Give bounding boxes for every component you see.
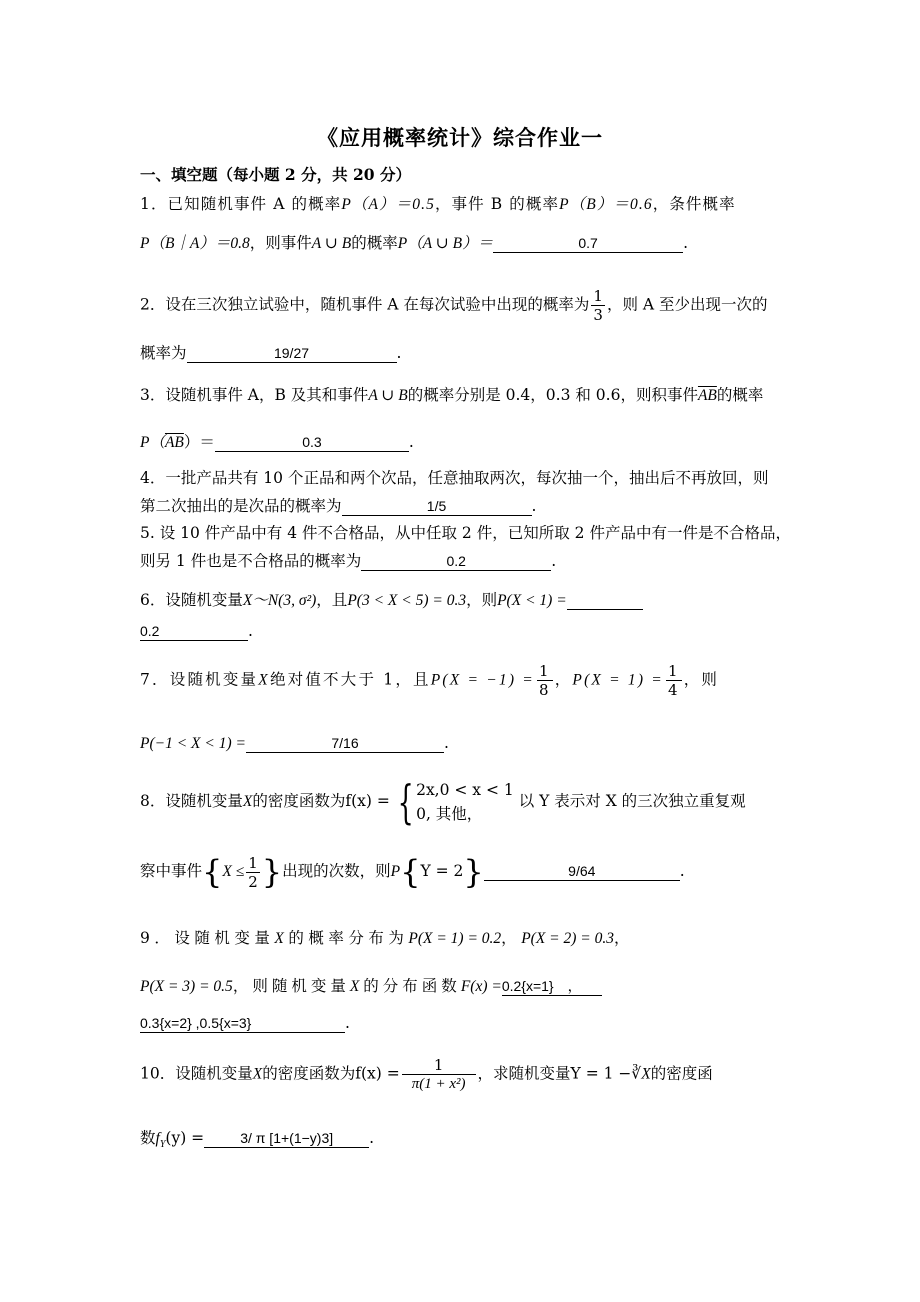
q2-frac-num: 1 xyxy=(593,287,603,305)
q10-y: Y = 1 − xyxy=(570,1064,632,1083)
q8-fraction xyxy=(246,854,260,891)
q6-answer: 0.2 xyxy=(140,623,248,641)
question-3-line-2: $P(\overline{AB})= 0.3$ . xyxy=(140,433,414,451)
q8-frac-den: 2 xyxy=(248,872,258,891)
q2-fraction xyxy=(591,287,605,324)
q2-frac-den: 3 xyxy=(593,306,603,324)
q8-brace-close-2: } xyxy=(463,853,484,891)
q7-frac-1 xyxy=(537,662,553,699)
q7-frac-2-den: 4 xyxy=(667,681,680,699)
q8-answer: 9/64 xyxy=(484,863,680,881)
q10-answer: 3/ π [1+(1−y)3] xyxy=(204,1130,369,1148)
q7-frac-2 xyxy=(666,662,682,699)
q8-fx: f(x) = xyxy=(345,792,390,810)
q7-p1: P(X = −1) = xyxy=(430,671,535,689)
q9-answer-2: 0.3{x=2} ,0.5{x=3} xyxy=(140,1015,345,1033)
q7-p2: P(X = 1) = xyxy=(572,671,664,689)
q9-p2: P(X = 2) = 0.3 xyxy=(521,930,614,947)
q7-frac-2-num: 1 xyxy=(667,662,680,680)
q8-brace-open: { xyxy=(202,853,223,891)
q10-fx: f(x) = xyxy=(355,1064,400,1083)
question-7-line-1 xyxy=(140,662,719,699)
question-8-line-2: 察中事件{X ≤ $\frac{1}{2}$ }出现的次数，则P{Y = 2} 9/64 . xyxy=(140,853,685,891)
q1-pa: P（A）＝0.5 xyxy=(341,196,435,213)
q3-ab-2: $\overline{AB}$ xyxy=(164,434,184,451)
q3-ab: $\overline{AB}$ xyxy=(697,387,717,404)
q1-pab: P（A ∪ B）＝ xyxy=(397,235,494,252)
question-4-line-2: 第二次抽出的是次品的概率为 1/5 . xyxy=(140,497,537,515)
q1-text-d: ，则事件 xyxy=(249,234,312,252)
question-6-line-1 xyxy=(140,588,643,610)
q9-text-a: 9．设随机变量 xyxy=(140,929,275,947)
q8-frac-num: 1 xyxy=(248,853,258,872)
q10-frac-num: 1 xyxy=(433,1056,444,1074)
q1-pba: P（B｜A）＝0.8 xyxy=(140,235,250,252)
q10-text-c: ，求随机变量 xyxy=(477,1064,571,1083)
q10-fraction xyxy=(402,1056,476,1093)
q9-p3: P(X = 3) = 0.5 xyxy=(140,978,233,995)
q2-answer: 19/27 xyxy=(187,345,397,363)
question-4-line-1: 4．一批产品共有 10 个正品和两个次品，任意抽取两次，每次抽一个，抽出后不再放回，则 xyxy=(140,469,769,487)
q8-brace-open-2: { xyxy=(400,853,421,891)
q1-text-b: ，事件 B 的概率 xyxy=(434,195,560,213)
question-8-line-1 xyxy=(140,775,746,829)
q1-text-c: ，条件概率 xyxy=(652,195,736,213)
q2-text-a: 2．设在三次独立试验中，随机事件 A 在每次试验中出现的概率为 xyxy=(140,295,590,314)
question-9-line-2 xyxy=(140,974,602,996)
q8-text-d: 察中事件 xyxy=(140,862,203,880)
q7-sep: ， xyxy=(554,670,573,689)
q6-text-c: ，则 xyxy=(466,591,498,609)
q8-case-2: 0, 其他， xyxy=(416,805,483,823)
q9-p1: P(X = 1) = 0.2 xyxy=(408,930,502,947)
q8-event: X ≤ xyxy=(222,863,245,880)
q6-p2: P(X < 1) = xyxy=(497,592,567,609)
q9-answer-1: 0.2{x=1} ， xyxy=(502,978,602,996)
question-6-line-2: 0.2 . xyxy=(140,622,253,640)
question-1-line-1 xyxy=(140,192,736,214)
page-title: 《应用概率统计》综合作业一 xyxy=(317,125,603,150)
question-10-line-1 xyxy=(140,1056,713,1093)
q2-text-b: ，则 A 至少出现一次的 xyxy=(606,295,768,314)
question-2-line-2: 概率为 19/27 . xyxy=(140,344,402,362)
q2-text-c: 概率为 xyxy=(140,344,187,362)
q10-fy: f xyxy=(155,1130,160,1147)
q3-text-a: 3．设随机事件 A，B 及其和事件 xyxy=(140,386,369,404)
q8-text-e: 出现的次数，则 xyxy=(282,862,391,880)
q7-frac-1-num: 1 xyxy=(538,662,551,680)
q10-frac-den: π(1 + x²) xyxy=(402,1074,476,1093)
q6-p1: P(3 < X < 5) = 0.3 xyxy=(347,592,467,609)
q7-text-c: ，则 xyxy=(683,670,720,689)
question-9-line-3: 0.3{x=2} ,0.5{x=3} . xyxy=(140,1014,350,1032)
q1-answer: 0.7 xyxy=(493,235,683,253)
q9-fx: F(x) = xyxy=(460,978,502,995)
q1-pb: P（B）＝0.6 xyxy=(559,196,653,213)
q8-piecewise xyxy=(416,778,514,826)
q3-p2: ）＝ xyxy=(183,433,215,451)
q4-answer: 1/5 xyxy=(342,498,532,516)
q8-text-a: 8．设随机变量 xyxy=(140,792,243,810)
question-5-line-2: 则另 1 件也是不合格品的概率为 0.2 . xyxy=(140,552,557,570)
q8-yv: Y = 2 xyxy=(420,862,464,880)
q10-text-e: 数 xyxy=(140,1129,156,1147)
q9-text-d: 的分布函数 xyxy=(363,977,461,995)
q3-answer: 0.3 xyxy=(215,434,409,452)
q10-x: X xyxy=(252,1065,263,1083)
q3-event: A ∪ B xyxy=(368,387,408,404)
q7-x: X xyxy=(258,671,270,689)
q8-text-c: 以 Y 表示对 X 的三次独立重复观 xyxy=(518,792,746,810)
question-5-line-1: 5. 设 10 件产品中有 4 件不合格品，从中任取 2 件，已知所取 2 件产品中有一件是不合格品， xyxy=(140,524,791,542)
q10-fyarg: (y) = xyxy=(165,1129,205,1147)
question-2-line-1 xyxy=(140,287,768,324)
q7-text-b: 绝对值不大于 1，且 xyxy=(269,670,431,689)
q8-text-b: 的密度函数为 xyxy=(252,792,346,810)
q9-x-2: X xyxy=(349,978,364,995)
q6-text-a: 6．设随机变量 xyxy=(140,591,243,609)
q5-text-b: 则另 1 件也是不合格品的概率为 xyxy=(140,552,362,570)
q1-event: A ∪ B xyxy=(311,235,352,252)
question-10-line-2: 数$f_Y(y) = 3/$ π [1+(1−y)3] . xyxy=(140,1129,375,1151)
question-1-line-2: P（B｜A）＝0.8，则事件A ∪ B的概率P（A ∪ B）＝ 0.7 . xyxy=(140,234,689,252)
q3-p: P（ xyxy=(140,434,165,451)
q4-text-b: 第二次抽出的是次品的概率为 xyxy=(140,497,342,515)
q3-text-b: 的概率分别是 0.4，0.3 和 0.6，则积事件 xyxy=(407,386,698,404)
section-heading: 一、填空题（每小题 2 分，共 20 分） xyxy=(140,165,411,184)
q1-text-a: 1．已知随机事件 A 的概率 xyxy=(140,195,342,213)
q10-fy-sub: Y xyxy=(159,1139,166,1151)
q5-answer: 0.2 xyxy=(361,553,551,571)
q1-text-e: 的概率 xyxy=(351,234,398,252)
q7-text-a: 7．设随机变量 xyxy=(140,670,259,689)
q8-left-brace: { xyxy=(397,775,414,829)
q8-case-1: 2x,0 < x < 1 xyxy=(416,781,514,799)
question-9-line-1: 9．设随机变量X的概率分布为P(X = 1) = 0.2，P(X = 2) = 0.3， xyxy=(140,929,635,947)
q9-text-b: 的概率分布为 xyxy=(288,929,409,947)
q8-brace-close: } xyxy=(261,853,283,891)
question-3-line-1 xyxy=(140,383,763,405)
q8-x: X xyxy=(242,793,253,810)
q9-x: X xyxy=(274,930,289,947)
q10-text-d: 的密度函 xyxy=(650,1064,713,1083)
q6-dist: X～N(3, σ²) xyxy=(242,592,317,609)
q6-text-b: ，且 xyxy=(316,591,348,609)
q8-p: P xyxy=(390,863,401,880)
q9-text-c: ，则随机变量 xyxy=(232,977,350,995)
q7-p3: P(−1 < X < 1) = xyxy=(140,735,246,752)
q6-blank xyxy=(567,591,643,610)
q7-frac-1-den: 8 xyxy=(538,681,551,699)
q3-text-c: 的概率 xyxy=(716,386,764,404)
question-7-line-2: P(−1 < X < 1) = 7/16 . xyxy=(140,734,449,752)
q10-text-b: 的密度函数为 xyxy=(262,1064,356,1083)
q10-root: ∛X xyxy=(631,1065,651,1083)
q7-answer: 7/16 xyxy=(246,735,444,753)
q10-text-a: 10．设随机变量 xyxy=(140,1064,253,1083)
